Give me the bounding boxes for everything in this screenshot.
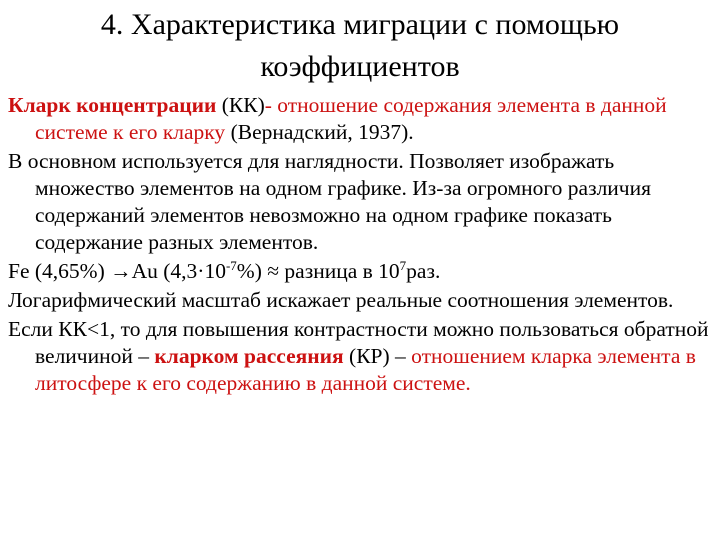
paragraph-concentration-clarke (8, 92, 716, 146)
slide-body (8, 92, 716, 399)
reference-vernadsky: (Вернадский, 1937). (225, 120, 414, 144)
slide-title: 4. Характеристика миграции с помощью коэффициентов (100, 8, 620, 83)
abbr-kk: (КК) (216, 93, 265, 117)
term-concentration-clarke: Кларк концентрации (8, 93, 217, 117)
paragraph-dispersion-clarke (8, 316, 716, 397)
dispersion-intro: Если КК<1, то для повышения контрастности можно пользоваться обратной величиной – (8, 317, 709, 368)
paragraph-visualization: В основном используется для наглядности. Позволяет изображать множество элементов на одном графике. Из-за огромного различия содержаний элементов невозможно на одном графике показать содержание разных элементов. (8, 149, 652, 254)
definition-kk: - отношение содержания элемента в данной системе к его кларку (35, 93, 667, 144)
definition-kr: отношением кларка элемента в литосфере к его содержанию в данной системе. (35, 344, 696, 395)
term-dispersion-clarke: кларком рассеяния (154, 344, 344, 368)
example-part3: раз. (406, 259, 441, 283)
example-exponent-1: -7 (225, 257, 237, 273)
abbr-kr: (КР) – (343, 344, 412, 368)
example-part1: Fe (4,65%) →Au (4,3·10 (8, 259, 226, 283)
paragraph-fe-au-example (8, 258, 716, 285)
paragraph-log-scale: Логарифмический масштаб искажает реальные соотношения элементов. (8, 288, 674, 312)
example-part2: %) ≈ разница в 10 (236, 259, 400, 283)
example-exponent-2: 7 (399, 257, 407, 273)
